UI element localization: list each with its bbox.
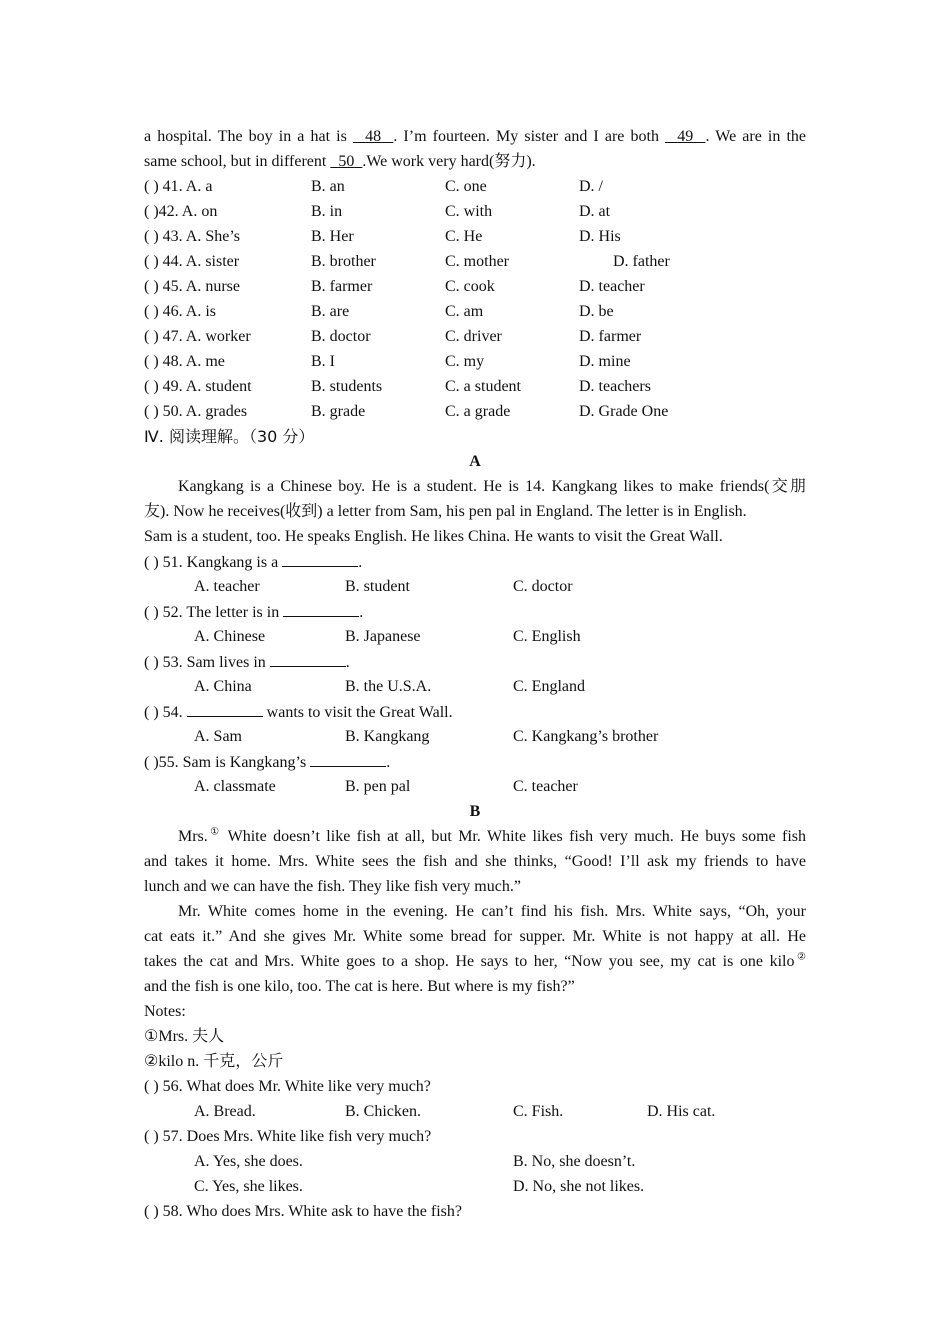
passage-b-line: Mr. White comes home in the evening. He can’t find his fish. Mrs. White says, “Oh, your	[178, 903, 806, 920]
answer-blank	[270, 649, 346, 667]
cloze-question	[144, 324, 806, 349]
option-d: D. teachers	[579, 378, 651, 395]
option-b: B. pen pal	[345, 778, 411, 795]
answer-options	[144, 1149, 806, 1174]
option-a: ( ) 46. A. is	[144, 303, 216, 320]
option-b: B. the U.S.A.	[345, 678, 432, 695]
passage-a-line: Sam is a student, too. He speaks English. He likes China. He wants to visit the Great Wall.	[144, 528, 723, 545]
option-a: ( ) 47. A. worker	[144, 328, 251, 345]
text: ( ) 53. Sam lives in	[144, 654, 270, 671]
text: a hospital. The boy in a hat is	[144, 128, 353, 145]
cloze-question	[144, 299, 806, 324]
question-stem	[144, 599, 806, 624]
passage-b-line	[144, 949, 806, 974]
option-a: ( ) 45. A. nurse	[144, 278, 240, 295]
answer-options	[144, 724, 806, 749]
option-c: C. a student	[445, 378, 521, 395]
option-a: ( ) 41. A. a	[144, 178, 213, 195]
option-c: C. a grade	[445, 403, 511, 420]
cloze-line-2	[144, 149, 806, 174]
answer-blank	[283, 599, 359, 617]
section-heading: Ⅳ. 阅读理解。（30 分）	[144, 427, 315, 446]
option-a: A. Yes, she does.	[194, 1153, 303, 1170]
text: .We work very hard(努力).	[362, 153, 536, 170]
option-d: D. His cat.	[647, 1103, 716, 1120]
option-c: C. doctor	[513, 578, 573, 595]
option-c: C. Kangkang’s brother	[513, 728, 659, 745]
option-a: ( ) 48. A. me	[144, 353, 225, 370]
text: same school, but in different	[144, 153, 331, 170]
text: .	[386, 754, 391, 771]
option-b: B. No, she doesn’t.	[513, 1153, 636, 1170]
answer-options	[144, 774, 806, 799]
option-c: C. Yes, she likes.	[194, 1178, 303, 1195]
option-d: D. /	[579, 178, 603, 195]
cloze-question	[144, 199, 806, 224]
note-item: ①Mrs. 夫人	[144, 1028, 225, 1045]
option-d: D. His	[579, 228, 621, 245]
question-stem	[144, 649, 806, 674]
option-b: B. in	[311, 203, 343, 220]
option-b: B. an	[311, 178, 345, 195]
option-c: C. Fish.	[513, 1103, 564, 1120]
option-b: B. brother	[311, 253, 376, 270]
text: .	[345, 654, 350, 671]
answer-options	[144, 624, 806, 649]
option-c: C. my	[445, 353, 485, 370]
text: Mrs.	[178, 828, 208, 845]
option-b: B. students	[311, 378, 383, 395]
passage-a-line: 友). Now he receives(收到) a letter from Sam, his pen pal in England. The letter is in English.	[144, 503, 747, 520]
footnote-mark: ②	[794, 951, 807, 963]
option-d: D. No, she not likes.	[513, 1178, 645, 1195]
text: takes the cat and Mrs. White goes to a shop. He says to her, “Now you see, my cat is one kilo	[144, 953, 795, 970]
option-d: D. teacher	[579, 278, 645, 295]
cloze-question	[144, 224, 806, 249]
passage-a-title: A	[469, 453, 481, 470]
option-a: ( ) 49. A. student	[144, 378, 252, 395]
cloze-question	[144, 274, 806, 299]
answer-options	[144, 574, 806, 599]
option-c: C. England	[513, 678, 585, 695]
cloze-line-1	[144, 124, 806, 149]
text: wants to visit the Great Wall.	[262, 704, 453, 721]
notes-label: Notes:	[144, 1003, 186, 1020]
blank-48	[353, 128, 393, 145]
option-a: A. classmate	[194, 778, 276, 795]
text: ( ) 51. Kangkang is a	[144, 554, 283, 571]
question-stem: ( ) 56. What does Mr. White like very much?	[144, 1078, 431, 1095]
question-stem	[144, 699, 806, 724]
option-c: C. am	[445, 303, 484, 320]
option-d: D. mine	[579, 353, 631, 370]
text: ( )55. Sam is Kangkang’s	[144, 754, 311, 771]
option-c: C. with	[445, 203, 493, 220]
option-c: C. He	[445, 228, 483, 245]
option-a: ( ) 43. A. She’s	[144, 228, 240, 245]
question-stem: ( ) 58. Who does Mrs. White ask to have the fish?	[144, 1203, 463, 1220]
option-d: D. at	[579, 203, 611, 220]
option-a: ( )42. A. on	[144, 203, 218, 220]
option-b: B. Chicken.	[345, 1103, 421, 1120]
option-c: C. teacher	[513, 778, 578, 795]
text: . We are in the	[705, 128, 807, 145]
cloze-question	[144, 249, 806, 274]
cloze-question	[144, 374, 806, 399]
answer-blank	[187, 699, 263, 717]
answer-options	[144, 674, 806, 699]
option-a: A. Chinese	[194, 628, 266, 645]
question-stem: ( ) 57. Does Mrs. White like fish very much?	[144, 1128, 432, 1145]
option-c: C. driver	[445, 328, 502, 345]
text: ( ) 54.	[144, 704, 187, 721]
option-a: ( ) 44. A. sister	[144, 253, 240, 270]
passage-b-line: lunch and we can have the fish. They like fish very much.”	[144, 878, 521, 895]
option-b: B. doctor	[311, 328, 371, 345]
option-a: A. Bread.	[194, 1103, 256, 1120]
passage-b-line	[144, 824, 806, 849]
option-a: A. Sam	[194, 728, 242, 745]
footnote-mark: ①	[207, 826, 222, 838]
option-c: C. cook	[445, 278, 495, 295]
cloze-question	[144, 349, 806, 374]
answer-options	[144, 1174, 806, 1199]
blank-number: 49	[677, 128, 694, 145]
passage-b-line: and takes it home. Mrs. White sees the fish and she thinks, “Good! I’ll ask my friends to have	[144, 853, 806, 870]
question-stem	[144, 749, 806, 774]
option-b: B. student	[345, 578, 410, 595]
passage-a-line: Kangkang is a Chinese boy. He is a student. He is 14. Kangkang likes to make friends(交朋	[178, 478, 806, 495]
option-a: ( ) 50. A. grades	[144, 403, 248, 420]
option-d: D. Grade One	[579, 403, 669, 420]
option-a: A. China	[194, 678, 252, 695]
cloze-question	[144, 174, 806, 199]
passage-b-line: cat eats it.” And she gives Mr. White some bread for supper. Mr. White is not happy at all. He	[144, 928, 806, 945]
text: White doesn’t like fish at all, but Mr. White likes fish very much. He buys some fish	[221, 828, 807, 845]
text: .	[358, 554, 363, 571]
blank-number: 50	[338, 153, 355, 170]
option-b: B. I	[311, 353, 335, 370]
option-c: C. one	[445, 178, 487, 195]
blank-50	[330, 153, 362, 170]
option-b: B. Kangkang	[345, 728, 430, 745]
worksheet-page	[144, 124, 806, 1224]
option-b: B. farmer	[311, 278, 373, 295]
text: .	[359, 604, 364, 621]
passage-b-title: B	[469, 803, 481, 820]
option-d: D. farmer	[579, 328, 642, 345]
passage-b-line: and the fish is one kilo, too. The cat is here. But where is my fish?”	[144, 978, 575, 995]
option-b: B. Her	[311, 228, 354, 245]
text: . I’m fourteen. My sister and I are both	[393, 128, 666, 145]
cloze-question	[144, 399, 806, 424]
blank-number: 48	[365, 128, 382, 145]
blank-49	[665, 128, 705, 145]
question-stem	[144, 549, 806, 574]
option-c: C. English	[513, 628, 581, 645]
option-a: A. teacher	[194, 578, 260, 595]
answer-blank	[310, 749, 386, 767]
option-b: B. are	[311, 303, 350, 320]
option-d: D. be	[579, 303, 614, 320]
text: ( ) 52. The letter is in	[144, 604, 284, 621]
note-item: ②kilo n. 千克，公斤	[144, 1053, 284, 1070]
option-b: B. Japanese	[345, 628, 421, 645]
option-b: B. grade	[311, 403, 366, 420]
option-d: D. father	[613, 253, 670, 270]
option-c: C. mother	[445, 253, 509, 270]
answer-options	[144, 1099, 806, 1124]
answer-blank	[282, 549, 358, 567]
